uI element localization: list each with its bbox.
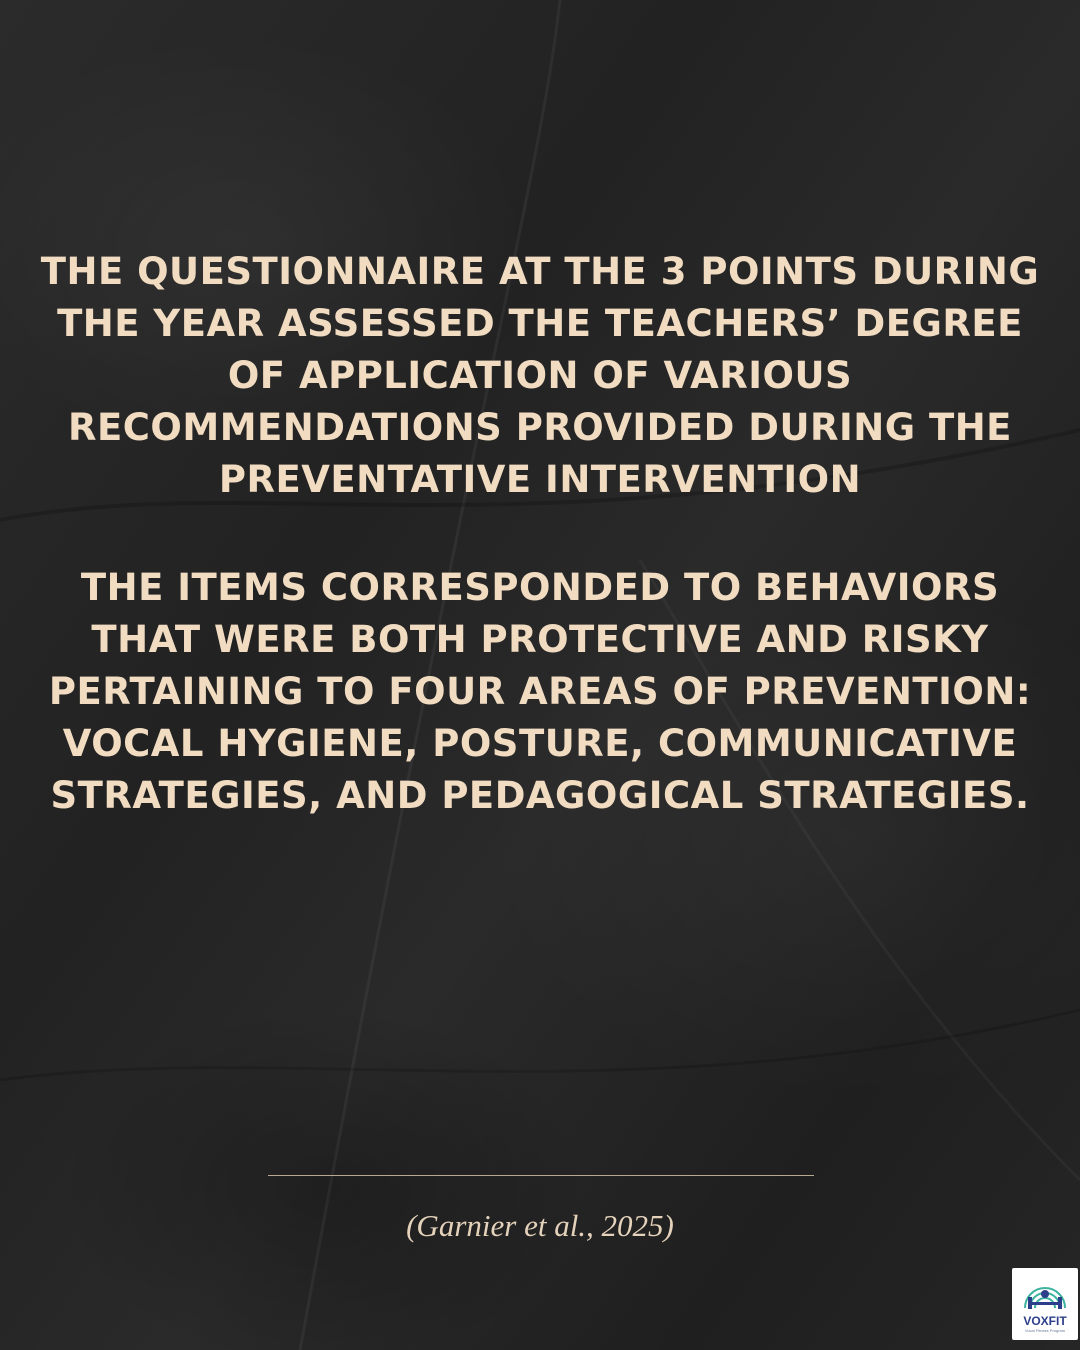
logo-wordmark: VOXFIT — [1023, 1314, 1067, 1328]
paragraph-items: THE ITEMS CORRESPONDED TO BEHAVIORS THAT WERE BOTH PROTECTIVE AND RISKY PERTAINING TO FOUR AREAS OF PREVENTION: VOCAL HYGIENE, POSTURE, COMMUNICATIVE STRATEGIES, AND PEDAGOGICAL STRATEGIES. — [48, 566, 1032, 817]
paragraph-questionnaire: THE QUESTIONNAIRE AT THE 3 POINTS DURING THE YEAR ASSESSED THE TEACHERS’ DEGREE OF APPLICATION OF VARIOUS RECOMMENDATIONS PROVIDED DURING THE PREVENTATIVE INTERVENTION — [40, 250, 1040, 501]
logo-tagline: Vocal Fitness Program — [1024, 1328, 1066, 1333]
divider-line — [268, 1175, 814, 1176]
main-text — [40, 246, 1040, 822]
voxfit-logo — [1012, 1268, 1078, 1340]
citation: (Garnier et al., 2025) — [406, 1208, 674, 1243]
voxfit-logo-icon — [1012, 1268, 1078, 1314]
